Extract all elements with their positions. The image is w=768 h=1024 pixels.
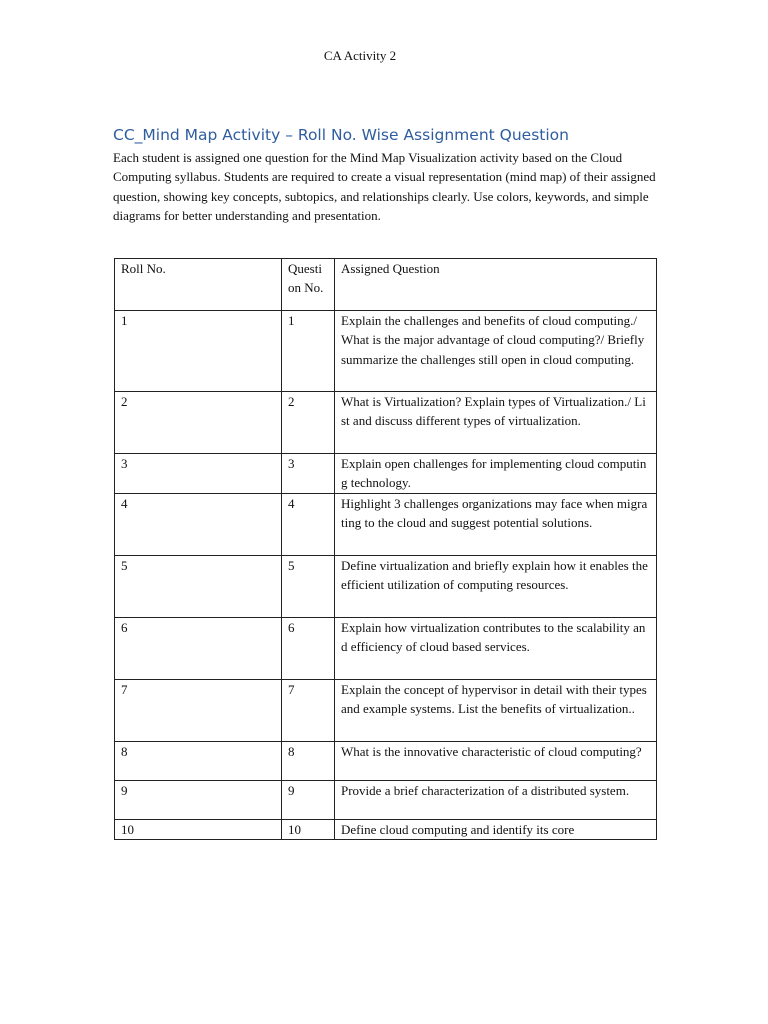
question-no-cell: 2	[282, 392, 335, 454]
table-row	[115, 555, 657, 617]
question-no-cell: 10	[282, 819, 335, 839]
table-row	[115, 819, 657, 839]
question-cell: Provide a brief characterization of a distributed system.	[335, 780, 657, 819]
question-cell: Explain the challenges and benefits of cloud computing./ What is the major advantage of cloud computing?/ Briefly summarize the challenges still open in cloud computing.	[335, 311, 657, 392]
roll-no-cell: 1	[115, 311, 282, 392]
question-cell: What is the innovative characteristic of cloud computing?	[335, 741, 657, 780]
question-no-cell: 3	[282, 454, 335, 494]
question-no-cell: 6	[282, 617, 335, 679]
question-no-cell: 7	[282, 679, 335, 741]
question-cell: Define virtualization and briefly explain how it enables the efficient utilization of computing resources.	[335, 555, 657, 617]
roll-no-cell: 4	[115, 493, 282, 555]
question-cell: Highlight 3 challenges organizations may face when migrating to the cloud and suggest potential solutions.	[335, 493, 657, 555]
question-cell: Explain the concept of hypervisor in detail with their types and example systems. List the benefits of virtualization..	[335, 679, 657, 741]
table-row	[115, 311, 657, 392]
question-no-cell: 8	[282, 741, 335, 780]
table-row	[115, 617, 657, 679]
table-row	[115, 493, 657, 555]
table-row	[115, 741, 657, 780]
header-question-no: Question No.	[282, 259, 335, 311]
roll-no-cell: 6	[115, 617, 282, 679]
intro-paragraph: Each student is assigned one question for the Mind Map Visualization activity based on the Cloud Computing syllabus. Students are required to create a visual representation (mind map) of their assigned question, showing key concepts, subtopics, and relationships clearly. Use colors, keywords, and simple diagrams for better understanding and presentation.	[113, 150, 656, 224]
roll-no-cell: 5	[115, 555, 282, 617]
roll-no-cell: 10	[115, 819, 282, 839]
roll-no-cell: 7	[115, 679, 282, 741]
roll-no-cell: 3	[115, 454, 282, 494]
header-roll-no: Roll No.	[115, 259, 282, 311]
assignment-table	[114, 258, 657, 840]
question-no-cell: 4	[282, 493, 335, 555]
table-row	[115, 454, 657, 494]
question-no-cell: 1	[282, 311, 335, 392]
table-row	[115, 392, 657, 454]
table-row	[115, 679, 657, 741]
table-row	[115, 780, 657, 819]
page-header: CA Activity 2	[323, 48, 397, 63]
question-cell: Explain how virtualization contributes to the scalability and efficiency of cloud based services.	[335, 617, 657, 679]
document-heading: CC_Mind Map Activity – Roll No. Wise Assignment Question	[113, 126, 569, 144]
question-cell: What is Virtualization? Explain types of Virtualization./ List and discuss different types of virtualization.	[335, 392, 657, 454]
question-cell: Define cloud computing and identify its core	[335, 819, 657, 839]
roll-no-cell: 8	[115, 741, 282, 780]
table-header-row	[115, 259, 657, 311]
question-no-cell: 9	[282, 780, 335, 819]
question-no-cell: 5	[282, 555, 335, 617]
roll-no-cell: 2	[115, 392, 282, 454]
question-cell: Explain open challenges for implementing cloud computing technology.	[335, 454, 657, 494]
header-assigned-question: Assigned Question	[335, 259, 657, 311]
roll-no-cell: 9	[115, 780, 282, 819]
